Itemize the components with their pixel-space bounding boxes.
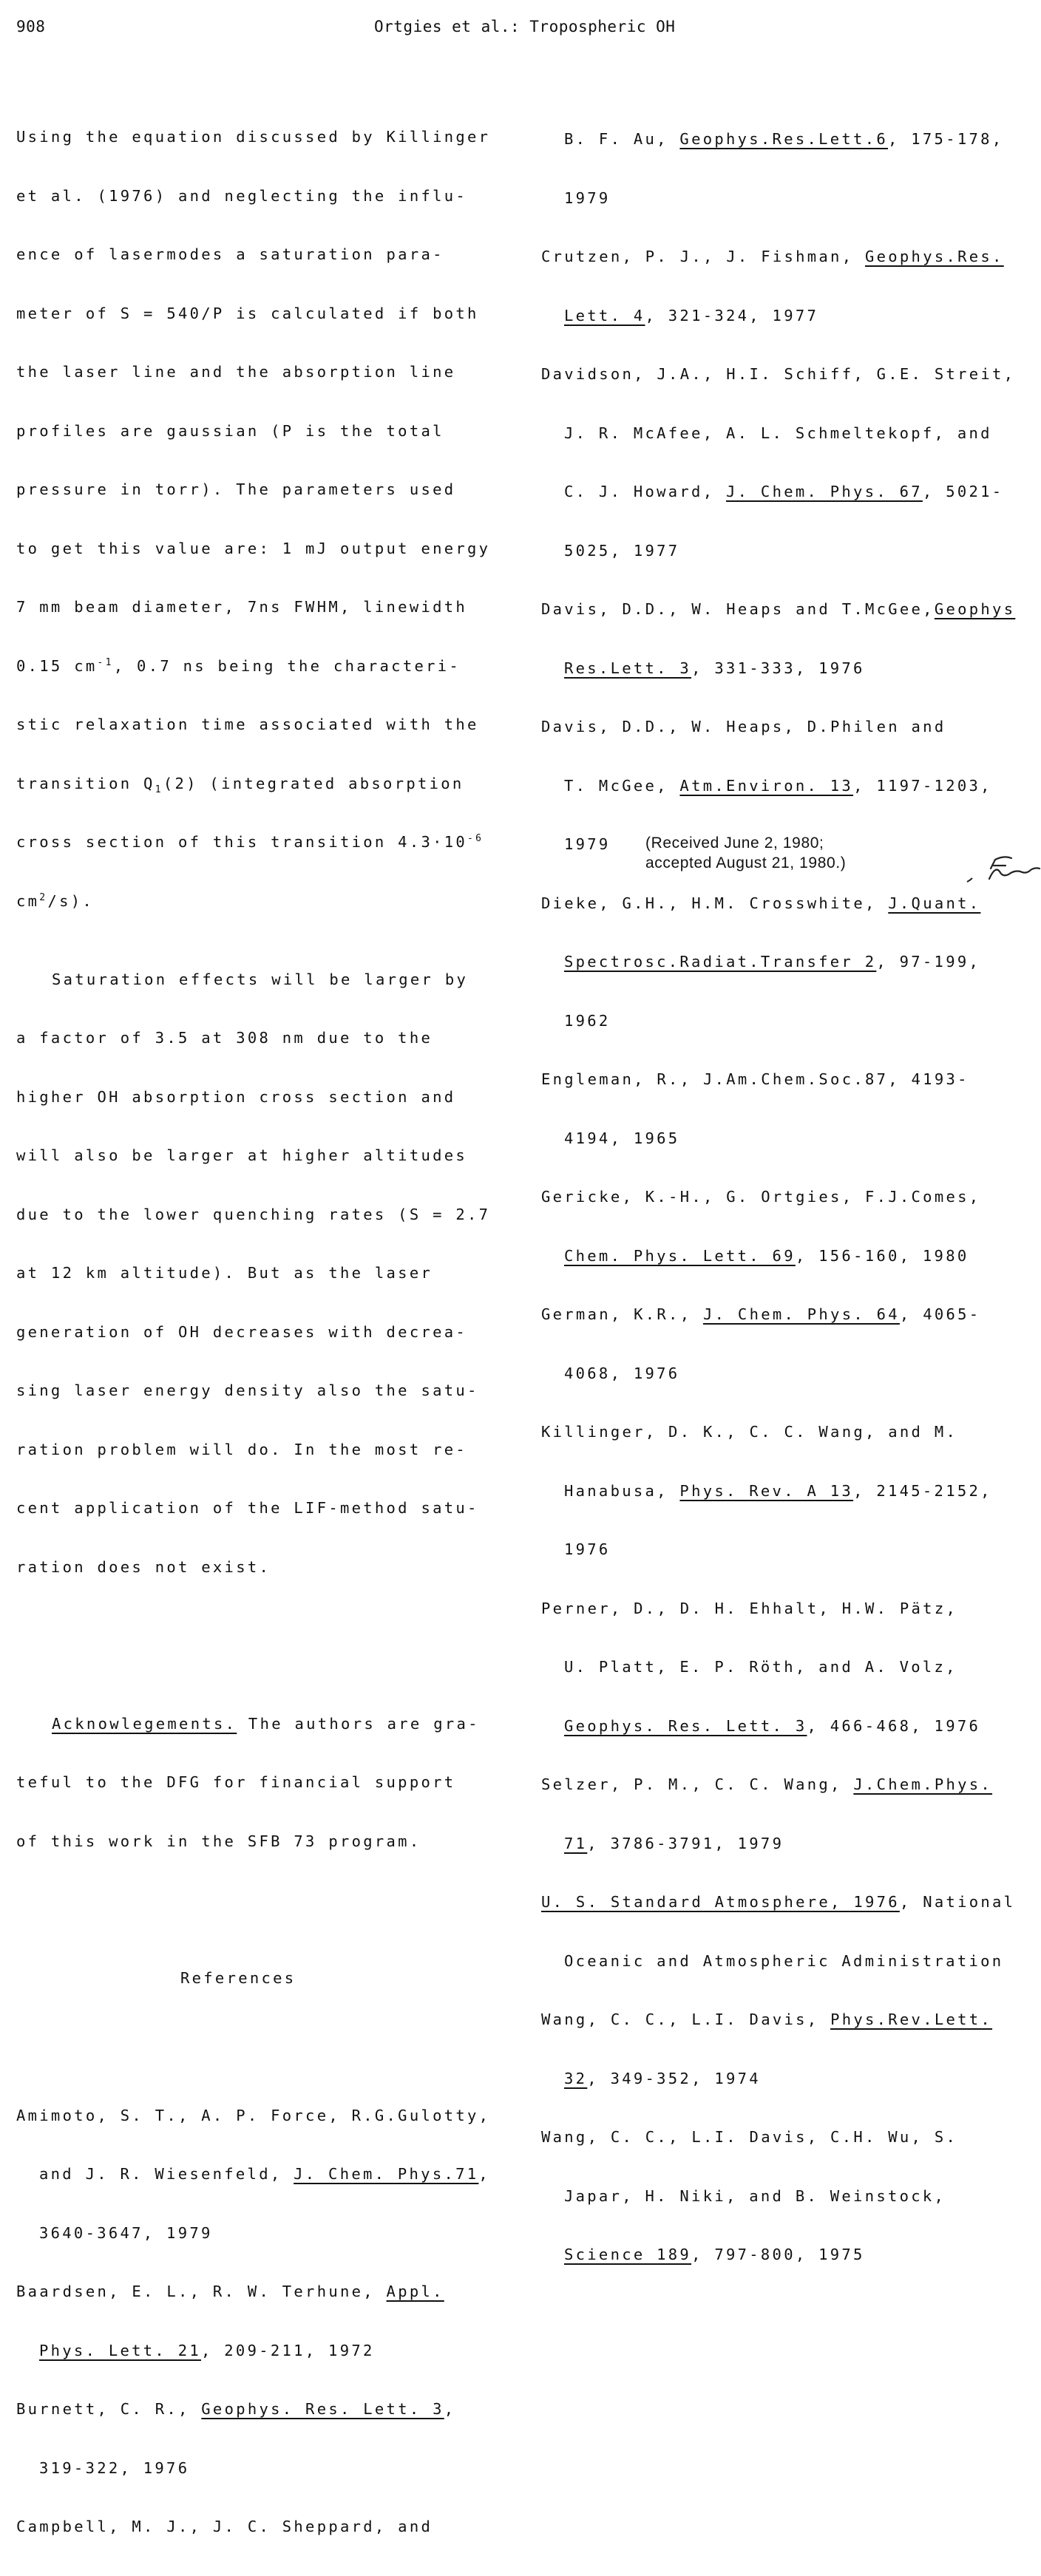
para2-line: generation of OH decreases with decrea- [16, 1322, 468, 1341]
text: , 1197-1203, [853, 776, 992, 795]
reference-line [541, 2245, 1029, 2265]
para2-line: sing laser energy density also the satu- [16, 1382, 479, 1399]
citation-journal: Geophys. Res. Lett. 3 [201, 2400, 444, 2418]
citation-journal: Spectrosc.Radiat.Transfer 2 [564, 953, 877, 971]
text: , 2145-2152, [853, 1481, 992, 1500]
text: transition Q [16, 774, 155, 792]
reference-line [541, 1481, 1029, 1501]
text: , 3786-3791, 1979 [587, 1834, 784, 1852]
reference-line [541, 1775, 1029, 1795]
text: , National [899, 1893, 1016, 1911]
para2-line: will also be larger at higher altitudes [16, 1146, 468, 1164]
citation-journal: J.Chem.Phys. [853, 1775, 993, 1793]
para2-line: a factor of 3.5 at 308 nm due to the [16, 1029, 433, 1047]
reference-line: 4194, 1965 [564, 1129, 680, 1147]
citation-title: U. S. Standard Atmosphere, 1976 [541, 1893, 900, 1911]
text: /s). [47, 891, 95, 910]
para2-line: cent application of the LIF-method satu- [16, 1499, 479, 1517]
citation-journal: Atm.Environ. 13 [679, 776, 854, 795]
superscript: 2 [39, 891, 48, 903]
reference-line [16, 2399, 519, 2419]
body-line-linewidth [16, 656, 519, 676]
text: Hanabusa, [564, 1481, 680, 1500]
citation-journal: J. Chem. Phys. 67 [726, 483, 923, 500]
reference-line [541, 2010, 1029, 2030]
received-line: (Received June 2, 1980; [645, 835, 824, 852]
references-heading: References [180, 1969, 296, 1987]
citation-journal: Science 189 [564, 2246, 692, 2263]
body-line: profiles are gaussian (P is the total [16, 421, 444, 440]
reference-line: 1979 [564, 188, 611, 207]
text: Davis, D.D., W. Heaps and T.McGee, [541, 600, 935, 618]
citation-journal: Geophys [934, 600, 1016, 618]
text: , 209-211, 1972 [201, 2341, 375, 2359]
body-line: 7 mm beam diameter, 7ns FWHM, linewidth [16, 598, 468, 616]
citation-journal: Lett. 4 [564, 306, 645, 324]
citation-journal: J. Chem. Phys. 64 [703, 1305, 900, 1323]
text: T. McGee, [564, 776, 680, 795]
text: , 349-352, 1974 [587, 2069, 761, 2087]
body-line-units [16, 891, 519, 911]
reference-line: Oceanic and Atmospheric Administration [564, 1951, 1004, 1970]
citation-journal: Geophys. Res. Lett. 3 [564, 1716, 807, 1735]
body-line: meter of S = 540/P is calculated if both [16, 304, 479, 322]
reference-line: 5025, 1977 [564, 541, 680, 560]
text: , 0.7 ns being the characteri- [113, 656, 461, 675]
text: , 4065- [899, 1305, 981, 1323]
right-column [541, 90, 1029, 2304]
reference-line [541, 776, 1029, 796]
citation-journal: J. Chem. Phys.71 [294, 2165, 479, 2183]
reference-line: 1976 [564, 1540, 611, 1558]
spacer [16, 2028, 519, 2047]
text: Burnett, C. R., [16, 2400, 202, 2418]
body-line: pressure in torr). The parameters used [16, 480, 456, 498]
reference-line [16, 2164, 519, 2184]
acknowledgements-line: of this work in the SFB 73 program. [16, 1832, 421, 1850]
text: , 797-800, 1975 [691, 2246, 865, 2263]
reference-line: 1962 [564, 1011, 611, 1030]
text: Dieke, G.H., H.M. Crosswhite, [541, 894, 889, 912]
reference-line [541, 247, 1029, 267]
reference-line [541, 1892, 1029, 1912]
body-line-cross-section [16, 832, 519, 852]
text: (2) (integrated absorption [163, 774, 464, 792]
text: Crutzen, P. J., J. Fishman, [541, 248, 865, 265]
received-note [645, 833, 846, 873]
reference-line: 3640-3647, 1979 [39, 2223, 213, 2242]
text: , 156-160, 1980 [795, 1246, 969, 1265]
reference-line: Wang, C. C., L.I. Davis, C.H. Wu, S. [541, 2128, 958, 2146]
para2-line: ration problem will do. In the most re- [16, 1440, 468, 1458]
reference-line [541, 129, 1029, 149]
citation-journal: Chem. Phys. Lett. 69 [564, 1246, 796, 1265]
text: B. F. Au, [564, 130, 680, 148]
acknowledgements-heading: Acknowlegements. [52, 1714, 237, 1733]
citation-journal: Phys. Lett. 21 [39, 2341, 201, 2359]
citation-journal: Phys. Rev. A 13 [679, 1481, 854, 1500]
acknowledgements-line: teful to the DFG for financial support [16, 1773, 456, 1791]
page-number: 908 [16, 18, 46, 35]
reference-line: Amimoto, S. T., A. P. Force, R.G.Gulotty, [16, 2106, 491, 2124]
reference-line [541, 1834, 1029, 1854]
text: Wang, C. C., L.I. Davis, [541, 2011, 831, 2028]
text: , 5021- [922, 483, 1004, 500]
handwritten-mark-icon [937, 852, 1041, 889]
body-line-transition [16, 774, 519, 794]
reference-line: Gericke, K.-H., G. Ortgies, F.J.Comes, [541, 1188, 981, 1206]
para2-line: higher OH absorption cross section and [16, 1087, 456, 1106]
para2-line: ration does not exist. [16, 1557, 271, 1576]
text: 0.15 cm [16, 656, 98, 675]
para2-line: at 12 km altitude). But as the laser [16, 1264, 433, 1282]
text: , 331-333, 1976 [691, 659, 865, 677]
reference-line [541, 659, 1029, 679]
text: Selzer, P. M., C. C. Wang, [541, 1775, 854, 1793]
para2-line: Saturation effects will be larger by [52, 970, 469, 988]
superscript: -1 [97, 656, 114, 668]
citation-journal: 71 [564, 1834, 588, 1852]
running-title: Ortgies et al.: Tropospheric OH [374, 18, 676, 35]
reference-line: U. Platt, E. P. Röth, and A. Volz, [564, 1658, 957, 1676]
body-line: stic relaxation time associated with the [16, 716, 479, 733]
text: , [444, 2400, 456, 2418]
text: Baardsen, E. L., R. W. Terhune, [16, 2283, 387, 2300]
reference-line: 1979 [564, 835, 611, 853]
citation-journal: J.Quant. [888, 894, 981, 912]
text: , [478, 2165, 491, 2183]
text: cm [16, 891, 40, 910]
reference-line: 4068, 1976 [564, 1364, 680, 1382]
citation-journal: Phys.Rev.Lett. [830, 2011, 993, 2028]
text: , 175-178, [887, 130, 1004, 148]
citation-journal: Geophys.Res. [864, 248, 1004, 265]
reference-line [16, 2282, 519, 2302]
superscript: -6 [467, 833, 484, 845]
reference-line [541, 894, 1029, 914]
reference-line [541, 952, 1029, 972]
subscript: 1 [155, 784, 163, 795]
citation-journal: Geophys.Res.Lett.6 [679, 130, 888, 148]
citation-journal: Res.Lett. 3 [564, 659, 692, 677]
reference-line: 319-322, 1976 [39, 2458, 190, 2477]
reference-line: Campbell, M. J., J. C. Sheppard, and [16, 2518, 433, 2535]
para2-line: due to the lower quenching rates (S = 2.7 [16, 1205, 491, 1223]
reference-line: Japar, H. Niki, and B. Weinstock, [564, 2186, 946, 2205]
text: cross section of this transition 4.3·10 [16, 833, 468, 851]
spacer [16, 1636, 519, 1656]
reference-line: Killinger, D. K., C. C. Wang, and M. [541, 1423, 958, 1441]
reference-line [541, 306, 1029, 326]
body-line: to get this value are: 1 mJ output energy [16, 539, 491, 557]
reference-line: Davidson, J.A., H.I. Schiff, G.E. Streit, [541, 365, 1016, 383]
reference-line: J. R. McAfee, A. L. Schmeltekopf, and [564, 424, 992, 442]
citation-journal: 32 [564, 2069, 588, 2087]
text: and J. R. Wiesenfeld, [39, 2165, 294, 2183]
reference-line: Davis, D.D., W. Heaps, D.Philen and [541, 718, 946, 735]
text: , 466-468, 1976 [807, 1716, 981, 1735]
reference-line [541, 482, 1029, 502]
text: , 97-199, [876, 953, 981, 971]
text: German, K.R., [541, 1305, 703, 1323]
text: C. J. Howard, [564, 483, 726, 500]
body-line: ence of lasermodes a saturation para- [16, 245, 444, 263]
reference-line: Engleman, R., J.Am.Chem.Soc.87, 4193- [541, 1070, 969, 1088]
reference-line [541, 599, 1029, 619]
accepted-line: accepted August 21, 1980.) [645, 854, 847, 871]
left-column [16, 88, 519, 2576]
citation-journal: Appl. [386, 2283, 444, 2300]
body-line: the laser line and the absorption line [16, 363, 456, 381]
reference-line [541, 1716, 1029, 1736]
acknowledgements-line [16, 1714, 519, 1734]
spacer [16, 1910, 519, 1930]
reference-line [16, 2341, 519, 2361]
reference-line [541, 1305, 1029, 1325]
body-line: Using the equation discussed by Killinger [16, 128, 491, 146]
reference-line [541, 1246, 1029, 1266]
text: The authors are gra- [237, 1714, 480, 1733]
body-line: et al. (1976) and neglecting the influ- [16, 186, 468, 205]
text: , 321-324, 1977 [645, 306, 819, 324]
reference-line [541, 2069, 1029, 2089]
reference-line: Perner, D., D. H. Ehhalt, H.W. Pätz, [541, 1599, 958, 1617]
